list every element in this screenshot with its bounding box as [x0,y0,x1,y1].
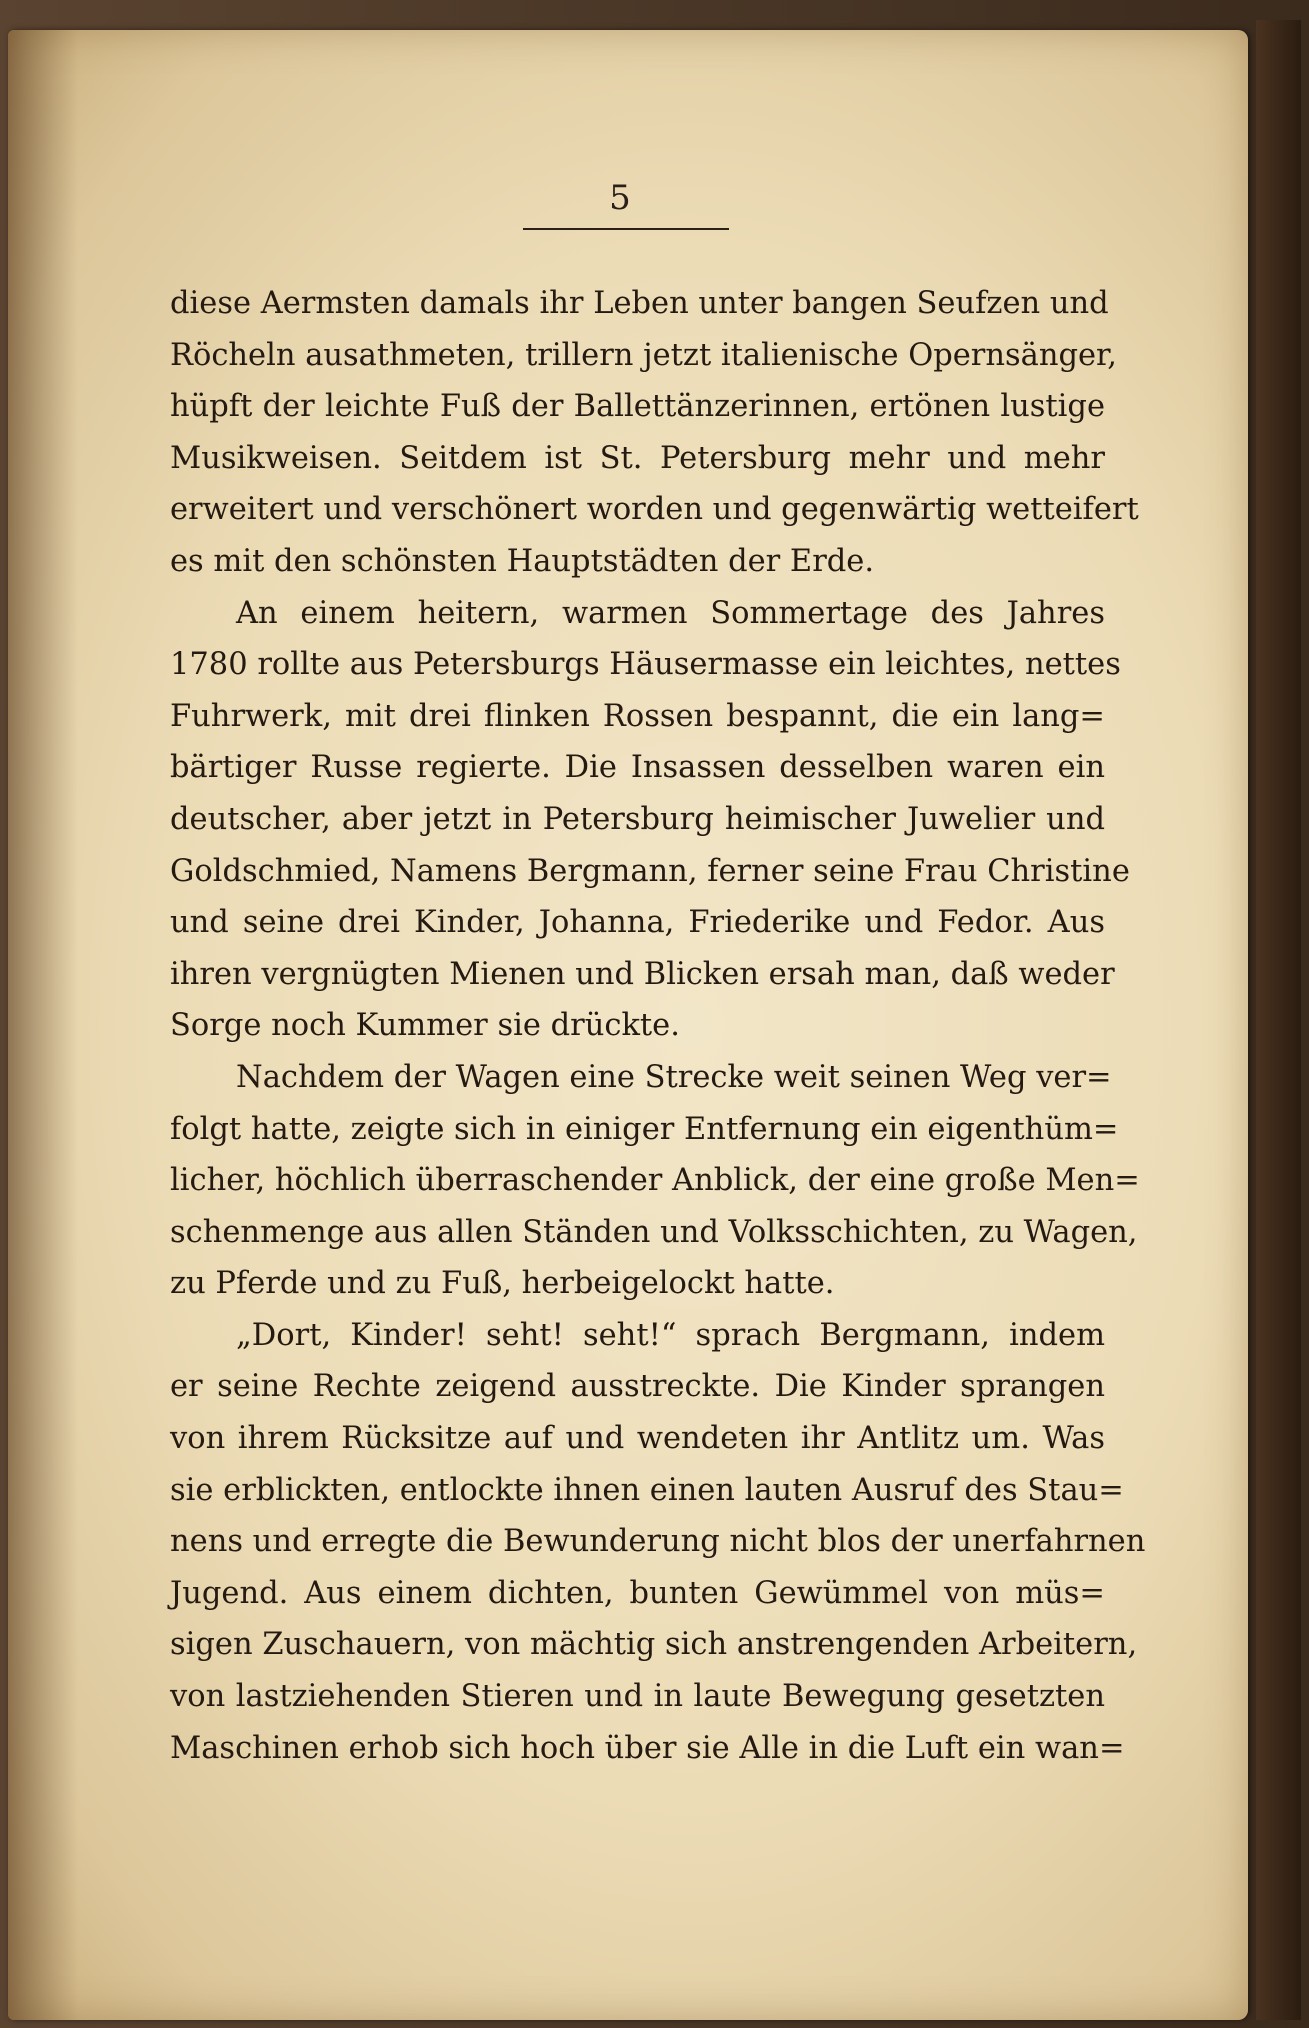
text-line: er seine Rechte zeigend ausstreckte. Die Kinder sprangen [170,1369,1105,1405]
text-line: Maschinen erhob sich hoch über sie Alle in die Luft ein wan= [170,1730,1125,1766]
text-line: zu Pferde und zu Fuß, herbeigelockt hatte. [170,1266,835,1302]
text-line: 1780 rollte aus Petersburgs Häusermasse ein leichtes, nettes [170,647,1121,683]
body-text [170,278,1146,1774]
book-cover-edge [1256,20,1301,2020]
page-number: 5 [609,178,631,218]
text-line: diese Aermsten damals ihr Leben unter bangen Seufzen und [170,286,1109,321]
text-line: von ihrem Rücksitze auf und wendeten ihr Antlitz um. Was [170,1421,1105,1457]
text-line: An einem heitern, warmen Sommertage des Jahres [236,595,1105,631]
text-line: schenmenge aus allen Ständen und Volksschichten, zu Wagen, [170,1214,1138,1250]
text-line: hüpft der leichte Fuß der Ballettänzerinnen, ertönen lustige [170,389,1105,425]
text-line: Sorge noch Kummer sie drückte. [170,1008,680,1044]
text-line: Musikweisen. Seitdem ist St. Petersburg mehr und mehr [170,440,1105,476]
text-line: ihren vergnügten Mienen und Blicken ersah man, daß weder [170,956,1115,992]
text-line: Goldschmied, Namens Bergmann, ferner seine Frau Christine [170,853,1130,889]
text-line: Fuhrwerk, mit drei flinken Rossen bespannt, die ein lang= [170,698,1105,734]
text-line: und seine drei Kinder, Johanna, Friederike und Fedor. Aus [170,905,1105,941]
text-line: es mit den schönsten Hauptstädten der Erde. [170,543,875,579]
text-line: sigen Zuschauern, von mächtig sich anstrengenden Arbeitern, [170,1627,1138,1663]
text-line: folgt hatte, zeigte sich in einiger Entfernung ein eigenthüm= [170,1111,1119,1147]
header-rule [523,228,729,230]
text-line: erweitert und verschönert worden und gegenwärtig wetteifert [170,492,1139,528]
spine-shadow [8,30,78,2020]
text-line: licher, höchlich überraschender Anblick, der eine große Men= [170,1163,1140,1199]
text-line: bärtiger Russe regierte. Die Insassen desselben waren ein [170,750,1105,786]
text-line: Nachdem der Wagen eine Strecke weit seinen Weg ver= [236,1059,1112,1095]
text-line: sie erblickten, entlockte ihnen einen lauten Ausruf des Stau= [170,1472,1124,1508]
text-line: Röcheln ausathmeten, trillern jetzt italienische Opernsänger, [170,337,1117,373]
text-line: nens und erregte die Bewunderung nicht blos der unerfahrnen [170,1524,1146,1560]
text-line: deutscher, aber jetzt in Petersburg heimischer Juwelier und [170,801,1105,837]
text-line: „Dort, Kinder! seht! seht!“ sprach Bergmann, indem [236,1317,1105,1353]
text-line: von lastziehenden Stieren und in laute Bewegung gesetzten [170,1679,1105,1715]
text-line: Jugend. Aus einem dichten, bunten Gewümmel von müs= [170,1575,1105,1611]
